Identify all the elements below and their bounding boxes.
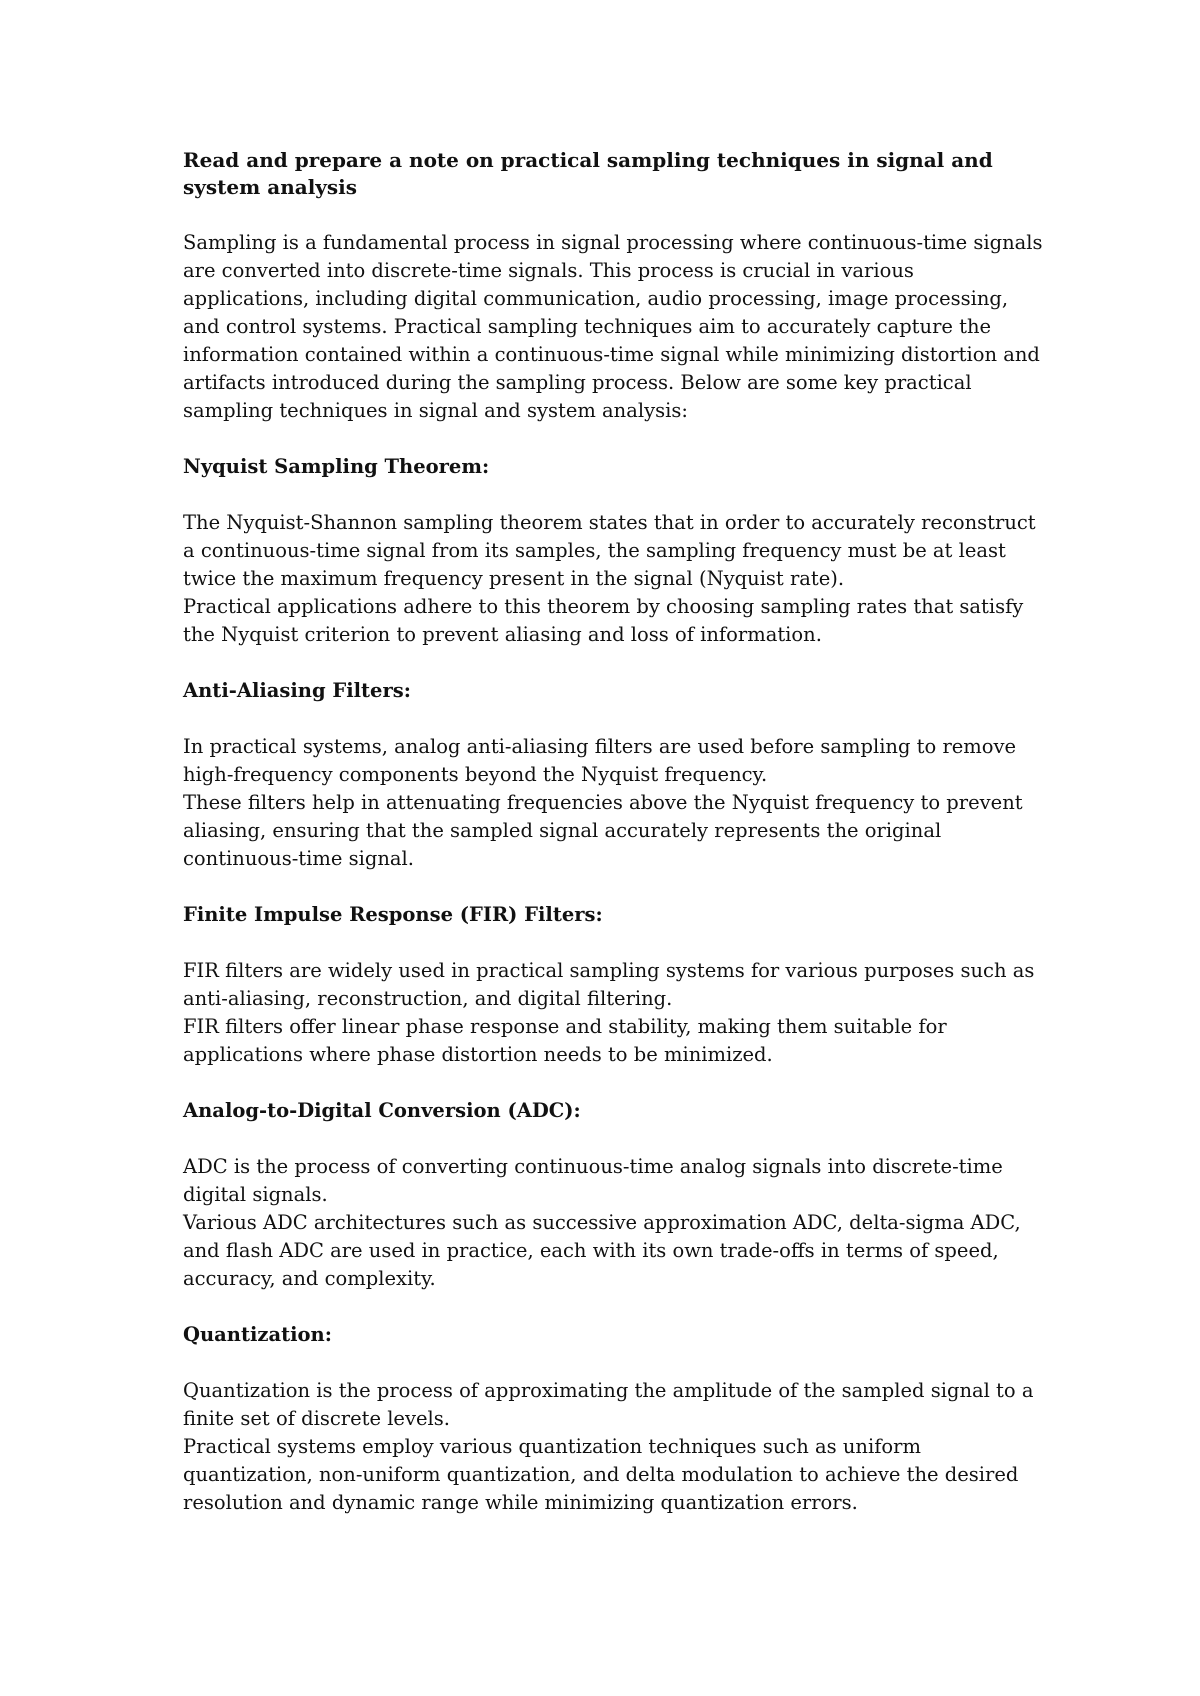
section-paragraph: Quantization is the process of approximating the amplitude of the sampled signal to a finite set of discrete levels.: [183, 1379, 1034, 1430]
section-fir-filters: [183, 901, 1043, 1069]
section-paragraph: FIR filters offer linear phase response and stability, making them suitable for applications where phase distortion needs to be minimized.: [183, 1015, 947, 1066]
section-nyquist: [183, 453, 1043, 649]
section-paragraph: FIR filters are widely used in practical sampling systems for various purposes such as anti-aliasing, reconstruction, and digital filtering.: [183, 959, 1035, 1010]
section-heading: Nyquist Sampling Theorem:: [183, 455, 490, 478]
section-heading: Finite Impulse Response (FIR) Filters:: [183, 903, 603, 926]
intro-paragraph: Sampling is a fundamental process in signal processing where continuous-time signals are converted into discrete-time signals. This process is crucial in various applications, including digital communication, audio processing, image processing, and control systems. Practical sampling techniques aim to accurately capture the information contained within a continuous-time signal while minimizing distortion and artifacts introduced during the sampling process. Below are some key practical sampling techniques in signal and system analysis:: [183, 231, 1043, 422]
section-paragraph: Various ADC architectures such as successive approximation ADC, delta-sigma ADC, and flash ADC are used in practice, each with its own trade-offs in terms of speed, accuracy, and complexity.: [183, 1211, 1021, 1290]
section-anti-aliasing: [183, 677, 1043, 873]
section-paragraph: Practical applications adhere to this theorem by choosing sampling rates that satisfy the Nyquist criterion to prevent aliasing and loss of information.: [183, 595, 1024, 646]
section-paragraph: ADC is the process of converting continuous-time analog signals into discrete-time digital signals.: [183, 1155, 1003, 1206]
section-heading: Quantization:: [183, 1323, 332, 1346]
section-paragraph: The Nyquist-Shannon sampling theorem states that in order to accurately reconstruct a continuous-time signal from its samples, the sampling frequency must be at least twice the maximum frequency present in the signal (Nyquist rate).: [183, 511, 1036, 590]
section-paragraph: Practical systems employ various quantization techniques such as uniform quantization, non-uniform quantization, and delta modulation to achieve the desired resolution and dynamic range while minimizing quantization errors.: [183, 1435, 1019, 1514]
section-paragraph: In practical systems, analog anti-aliasing filters are used before sampling to remove high-frequency components beyond the Nyquist frequency.: [183, 735, 1017, 786]
document-page: [183, 147, 1043, 1517]
section-heading: Anti-Aliasing Filters:: [183, 679, 411, 702]
section-quantization: [183, 1321, 1043, 1517]
document-title: Read and prepare a note on practical sampling techniques in signal and system analysis: [183, 148, 993, 199]
section-adc: [183, 1097, 1043, 1293]
section-paragraph: These filters help in attenuating frequencies above the Nyquist frequency to prevent aliasing, ensuring that the sampled signal accurately represents the original continuous-time signal.: [183, 791, 1023, 870]
section-heading: Analog-to-Digital Conversion (ADC):: [183, 1099, 581, 1122]
